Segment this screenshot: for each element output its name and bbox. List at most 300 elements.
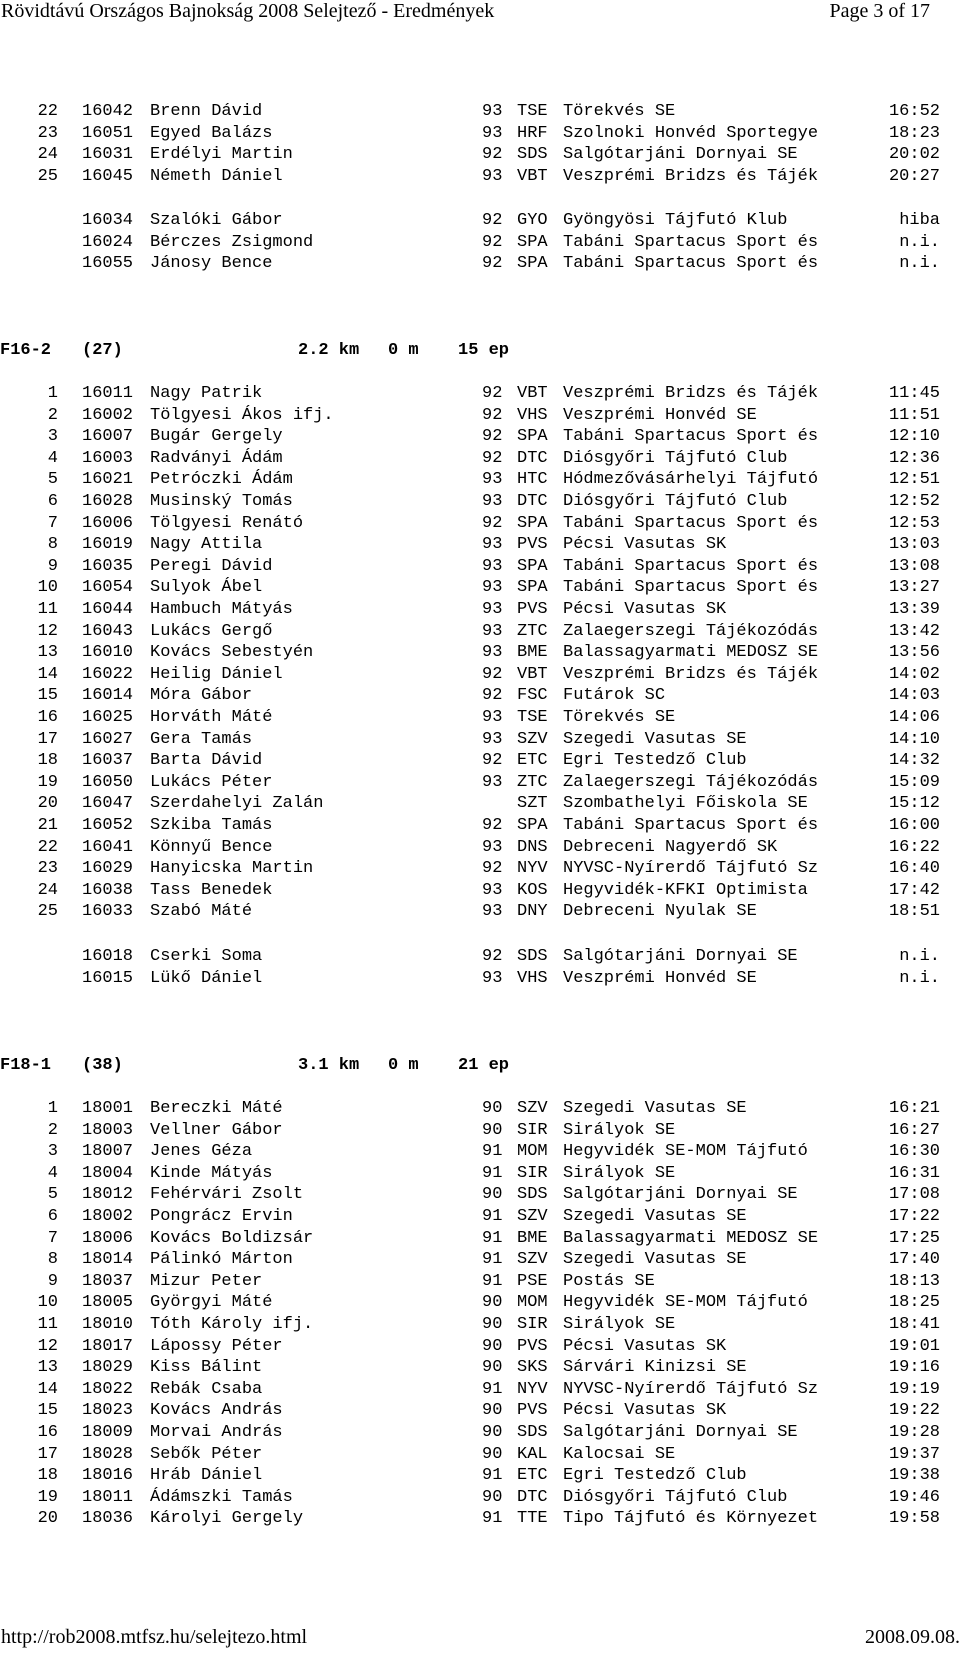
result-time: 13:27: [888, 578, 940, 598]
result-year: 91: [482, 1250, 503, 1270]
result-code: SDS: [517, 1185, 548, 1205]
result-id: 16014: [82, 686, 134, 706]
result-code: DTC: [517, 448, 548, 468]
result-year: 93: [482, 492, 503, 511]
result-row: [0, 1379, 960, 1401]
result-code: SDS: [517, 1423, 548, 1442]
result-id: 16043: [82, 621, 134, 641]
result-id: 18002: [82, 1207, 134, 1226]
result-name: Pálinkó Márton: [150, 1250, 293, 1270]
result-row: [0, 232, 960, 254]
result-row: [0, 556, 960, 578]
result-time: 13:39: [888, 600, 940, 619]
result-row: [0, 1336, 960, 1358]
result-name: Lükő Dániel: [150, 968, 263, 988]
result-year: 90: [482, 1487, 503, 1507]
result-row: [0, 1206, 960, 1228]
result-club: Balassagyarmati MEDOSZ SE: [563, 643, 819, 663]
result-club: Salgótarjáni Dornyai SE: [563, 1423, 798, 1442]
result-year: 92: [482, 384, 503, 403]
result-time: 12:10: [888, 427, 940, 447]
result-id: 16050: [82, 772, 134, 792]
result-id: 16002: [82, 405, 134, 425]
result-row: [0, 815, 960, 837]
result-row: [0, 750, 960, 772]
result-time: 18:25: [888, 1293, 940, 1313]
result-time: 18:51: [888, 902, 940, 922]
result-club: Pécsi Vasutas SK: [563, 1336, 727, 1356]
result-club: Tabáni Spartacus Sport és: [563, 578, 819, 598]
result-year: 90: [482, 1423, 503, 1442]
category-distance: 3.1 km: [298, 1056, 360, 1075]
result-code: PSE: [517, 1271, 548, 1291]
result-code: HRF: [517, 123, 548, 143]
result-name: Vellner Gábor: [150, 1120, 283, 1140]
result-year: 92: [482, 686, 503, 706]
result-code: SIR: [517, 1163, 548, 1183]
result-club: Diósgyőri Tájfutó Club: [563, 448, 788, 468]
result-id: 18012: [82, 1185, 134, 1205]
result-id: 18004: [82, 1163, 134, 1183]
result-row: [0, 144, 960, 166]
result-time: 16:31: [888, 1163, 940, 1183]
result-id: 16041: [82, 837, 134, 857]
result-name: Barta Dávid: [150, 751, 263, 771]
result-name: Bereczki Máté: [150, 1099, 283, 1118]
result-row: [0, 642, 960, 664]
result-year: 93: [482, 880, 503, 900]
result-code: SPA: [517, 578, 548, 598]
result-code: SIR: [517, 1315, 548, 1334]
result-id: 16052: [82, 816, 134, 835]
result-time: 16:21: [888, 1099, 940, 1118]
result-name: Györgyi Máté: [150, 1293, 273, 1313]
result-club: Veszprémi Bridzs és Tájék: [563, 384, 819, 403]
result-rank: 11: [37, 600, 58, 619]
result-club: Kalocsai SE: [563, 1444, 676, 1464]
result-time: 13:56: [888, 643, 940, 663]
result-id: 18028: [82, 1444, 134, 1464]
result-club: Veszprémi Bridzs és Tájék: [563, 166, 819, 186]
result-year: 93: [482, 643, 503, 663]
result-name: Nagy Attila: [150, 535, 263, 555]
result-year: 90: [482, 1120, 503, 1140]
result-year: 92: [482, 448, 503, 468]
result-time: 12:52: [888, 492, 940, 511]
result-row: [0, 210, 960, 232]
result-rank: 10: [37, 578, 58, 598]
result-code: NYV: [517, 1379, 548, 1399]
result-club: Balassagyarmati MEDOSZ SE: [563, 1228, 819, 1248]
result-row: [0, 664, 960, 686]
result-club: Hegyvidék SE-MOM Tájfutó: [563, 1293, 808, 1313]
result-rank: 3: [47, 427, 58, 447]
result-rank: 20: [37, 794, 58, 814]
result-code: PVS: [517, 535, 548, 555]
result-rank: 17: [37, 1444, 58, 1464]
result-row: [0, 1508, 960, 1530]
result-time: 15:09: [888, 772, 940, 792]
result-code: SZT: [517, 794, 548, 814]
result-club: Salgótarjáni Dornyai SE: [563, 145, 798, 165]
result-row: [0, 101, 960, 123]
result-row: [0, 621, 960, 643]
result-code: TSE: [517, 708, 548, 727]
result-name: Tölgyesi Ákos ifj.: [150, 405, 334, 425]
result-id: 16018: [82, 947, 134, 966]
result-club: Tipo Tájfutó és Környezet: [563, 1509, 819, 1529]
result-row: [0, 1141, 960, 1163]
result-year: 93: [482, 166, 503, 186]
result-code: MOM: [517, 1293, 548, 1313]
result-id: 16021: [82, 470, 134, 490]
result-club: Tabáni Spartacus Sport és: [563, 556, 819, 576]
result-code: SIR: [517, 1120, 548, 1140]
result-row: [0, 707, 960, 729]
result-row: [0, 793, 960, 815]
result-row: [0, 1400, 960, 1422]
result-id: 16006: [82, 513, 134, 533]
result-code: SPA: [517, 556, 548, 576]
result-code: VHS: [517, 968, 548, 988]
result-club: Postás SE: [563, 1271, 655, 1291]
result-club: Sirályok SE: [563, 1315, 676, 1334]
category-heading: [0, 340, 960, 362]
result-club: Tabáni Spartacus Sport és: [563, 427, 819, 447]
result-id: 16038: [82, 880, 134, 900]
result-name: Kinde Mátyás: [150, 1163, 273, 1183]
category-count: (27): [82, 341, 123, 360]
result-rank: 5: [47, 470, 58, 490]
result-name: Tass Benedek: [150, 880, 273, 900]
result-year: 92: [482, 427, 503, 447]
category-controls: 15 ep: [458, 341, 510, 360]
result-name: Lápossy Péter: [150, 1336, 283, 1356]
result-row: [0, 1465, 960, 1487]
result-rank: 13: [37, 643, 58, 663]
result-time: 16:30: [888, 1142, 940, 1162]
result-year: 92: [482, 664, 503, 684]
result-time: n.i.: [899, 947, 940, 966]
result-row: [0, 491, 960, 513]
result-club: Hegyvidék SE-MOM Tájfutó: [563, 1142, 808, 1162]
result-name: Szalóki Gábor: [150, 211, 283, 230]
result-rank: 7: [47, 1228, 58, 1248]
result-name: Szerdahelyi Zalán: [150, 794, 324, 814]
result-id: 16051: [82, 123, 134, 143]
result-name: Kovács Sebestyén: [150, 643, 314, 663]
result-time: 20:27: [888, 166, 940, 186]
result-name: Horváth Máté: [150, 708, 273, 727]
result-code: KAL: [517, 1444, 548, 1464]
result-year: 93: [482, 708, 503, 727]
result-name: Mizur Peter: [150, 1271, 263, 1291]
result-rank: 21: [37, 816, 58, 835]
result-year: 93: [482, 535, 503, 555]
result-time: 14:32: [888, 751, 940, 771]
result-year: 91: [482, 1466, 503, 1486]
result-id: 18001: [82, 1099, 134, 1118]
result-code: SDS: [517, 145, 548, 165]
result-club: Hegyvidék-KFKI Optimista: [563, 880, 808, 900]
result-year: 91: [482, 1509, 503, 1529]
result-code: SKS: [517, 1358, 548, 1378]
result-code: PVS: [517, 600, 548, 619]
result-name: Gera Tamás: [150, 729, 253, 749]
page-title: Rövidtávú Országos Bajnokság 2008 Selejtező - Eredmények: [1, 0, 495, 22]
result-name: Heilig Dániel: [150, 664, 283, 684]
result-time: 14:03: [888, 686, 940, 706]
result-row: [0, 383, 960, 405]
result-code: VBT: [517, 166, 548, 186]
result-year: 93: [482, 556, 503, 576]
result-club: Szegedi Vasutas SE: [563, 729, 747, 749]
result-row: [0, 405, 960, 427]
result-year: 93: [482, 772, 503, 792]
result-year: 91: [482, 1207, 503, 1226]
result-code: ZTC: [517, 772, 548, 792]
result-club: Tabáni Spartacus Sport és: [563, 254, 819, 274]
result-name: Könnyű Bence: [150, 837, 273, 857]
result-id: 16003: [82, 448, 134, 468]
result-rank: 3: [47, 1142, 58, 1162]
result-code: PVS: [517, 1336, 548, 1356]
result-code: SPA: [517, 513, 548, 533]
result-club: Sirályok SE: [563, 1120, 676, 1140]
result-rank: 2: [47, 405, 58, 425]
result-time: 17:25: [888, 1228, 940, 1248]
result-row: [0, 1357, 960, 1379]
result-time: 13:08: [888, 556, 940, 576]
result-row: [0, 946, 960, 968]
result-year: 91: [482, 1271, 503, 1291]
result-club: Hódmezővásárhelyi Tájfutó: [563, 470, 819, 490]
result-club: Szolnoki Honvéd Sportegye: [563, 123, 819, 143]
result-club: Diósgyőri Tájfutó Club: [563, 1487, 788, 1507]
result-row: [0, 729, 960, 751]
result-code: FSC: [517, 686, 548, 706]
result-year: 92: [482, 816, 503, 835]
result-code: PVS: [517, 1401, 548, 1421]
result-name: Egyed Balázs: [150, 123, 273, 143]
result-id: 18005: [82, 1293, 134, 1313]
result-code: SZV: [517, 1250, 548, 1270]
result-year: 92: [482, 859, 503, 879]
result-time: 16:52: [888, 102, 940, 121]
result-name: Radványi Ádám: [150, 448, 283, 468]
result-code: GYO: [517, 211, 548, 230]
result-rank: 22: [37, 102, 58, 121]
result-rank: 13: [37, 1358, 58, 1378]
result-name: Hanyicska Martin: [150, 859, 314, 879]
result-time: 16:00: [888, 816, 940, 835]
result-rank: 22: [37, 837, 58, 857]
result-year: 90: [482, 1099, 503, 1118]
result-name: Károlyi Gergely: [150, 1509, 304, 1529]
result-year: 92: [482, 254, 503, 274]
result-name: Bérczes Zsigmond: [150, 232, 314, 252]
result-time: 16:40: [888, 859, 940, 879]
result-time: 13:42: [888, 621, 940, 641]
result-time: 16:22: [888, 837, 940, 857]
result-club: Futárok SC: [563, 686, 666, 706]
result-code: ETC: [517, 751, 548, 771]
result-code: MOM: [517, 1142, 548, 1162]
result-club: Pécsi Vasutas SK: [563, 1401, 727, 1421]
result-name: Bugár Gergely: [150, 427, 283, 447]
result-name: Kovács András: [150, 1401, 283, 1421]
result-time: 19:38: [888, 1466, 940, 1486]
result-rank: 1: [47, 1099, 58, 1118]
result-club: Zalaegerszegi Tájékozódás: [563, 621, 819, 641]
result-rank: 12: [37, 1336, 58, 1356]
result-rank: 15: [37, 1401, 58, 1421]
result-row: [0, 448, 960, 470]
result-year: 92: [482, 211, 503, 230]
result-id: 18009: [82, 1423, 134, 1442]
result-name: Jánosy Bence: [150, 254, 273, 274]
result-row: [0, 166, 960, 188]
result-rank: 14: [37, 664, 58, 684]
result-row: [0, 1120, 960, 1142]
result-row: [0, 968, 960, 990]
result-row: [0, 1444, 960, 1466]
result-rank: 19: [37, 1487, 58, 1507]
result-time: 12:51: [888, 470, 940, 490]
result-rank: 9: [47, 556, 58, 576]
result-rank: 16: [37, 1423, 58, 1442]
result-time: 14:02: [888, 664, 940, 684]
result-code: TTE: [517, 1509, 548, 1529]
result-club: Sárvári Kinizsi SE: [563, 1358, 747, 1378]
result-time: 20:02: [888, 145, 940, 165]
result-club: Szombathelyi Főiskola SE: [563, 794, 808, 814]
result-time: hiba: [899, 211, 940, 230]
result-time: 12:36: [888, 448, 940, 468]
result-row: [0, 577, 960, 599]
result-time: 15:12: [888, 794, 940, 814]
result-club: Pécsi Vasutas SK: [563, 600, 727, 619]
result-id: 16045: [82, 166, 134, 186]
result-year: 90: [482, 1293, 503, 1313]
result-year: 90: [482, 1401, 503, 1421]
result-row: [0, 880, 960, 902]
result-time: 12:53: [888, 513, 940, 533]
result-name: Petróczki Ádám: [150, 470, 293, 490]
result-time: 19:46: [888, 1487, 940, 1507]
result-row: [0, 1249, 960, 1271]
result-rank: 10: [37, 1293, 58, 1313]
result-year: 93: [482, 968, 503, 988]
result-id: 16042: [82, 102, 134, 121]
result-code: SPA: [517, 232, 548, 252]
result-year: 90: [482, 1444, 503, 1464]
result-year: 92: [482, 145, 503, 165]
result-code: SPA: [517, 427, 548, 447]
result-code: BME: [517, 1228, 548, 1248]
result-rank: 6: [47, 492, 58, 511]
result-id: 18016: [82, 1466, 134, 1486]
result-id: 16029: [82, 859, 134, 879]
result-id: 16044: [82, 600, 134, 619]
result-row: [0, 772, 960, 794]
result-club: Szegedi Vasutas SE: [563, 1099, 747, 1118]
result-name: Musinský Tomás: [150, 492, 293, 511]
result-code: SZV: [517, 1207, 548, 1226]
result-club: Törekvés SE: [563, 708, 676, 727]
result-year: 91: [482, 1379, 503, 1399]
result-id: 16028: [82, 492, 134, 511]
result-time: 14:10: [888, 729, 940, 749]
result-year: 91: [482, 1142, 503, 1162]
category-name: F18-1: [0, 1056, 52, 1075]
result-time: 19:01: [888, 1336, 940, 1356]
result-name: Hráb Dániel: [150, 1466, 263, 1486]
result-club: Tabáni Spartacus Sport és: [563, 816, 819, 835]
result-code: VBT: [517, 664, 548, 684]
result-code: SDS: [517, 947, 548, 966]
result-rank: 8: [47, 1250, 58, 1270]
result-code: NYV: [517, 859, 548, 879]
result-id: 18022: [82, 1379, 134, 1399]
result-name: Pongrácz Ervin: [150, 1207, 293, 1226]
result-rank: 1: [47, 384, 58, 403]
result-time: 13:03: [888, 535, 940, 555]
result-name: Ádámszki Tamás: [150, 1487, 293, 1507]
result-name: Brenn Dávid: [150, 102, 263, 121]
result-row: [0, 685, 960, 707]
result-time: 19:28: [888, 1423, 940, 1442]
result-name: Móra Gábor: [150, 686, 253, 706]
category-name: F16-2: [0, 341, 52, 360]
result-name: Peregi Dávid: [150, 556, 273, 576]
result-time: 17:40: [888, 1250, 940, 1270]
category-controls: 21 ep: [458, 1056, 510, 1075]
result-year: 93: [482, 729, 503, 749]
result-club: Szegedi Vasutas SE: [563, 1250, 747, 1270]
category-climb: 0 m: [388, 341, 419, 360]
result-id: 16031: [82, 145, 134, 165]
result-time: 19:16: [888, 1358, 940, 1378]
result-id: 18006: [82, 1228, 134, 1248]
result-code: SZV: [517, 729, 548, 749]
result-id: 18037: [82, 1271, 134, 1291]
result-rank: 17: [37, 729, 58, 749]
result-code: SZV: [517, 1099, 548, 1118]
result-rank: 20: [37, 1509, 58, 1529]
result-time: 14:06: [888, 708, 940, 727]
result-rank: 14: [37, 1379, 58, 1399]
result-year: 93: [482, 837, 503, 857]
result-row: [0, 1487, 960, 1509]
result-name: Nagy Patrik: [150, 384, 263, 403]
result-rank: 9: [47, 1271, 58, 1291]
result-time: 18:13: [888, 1271, 940, 1291]
category-distance: 2.2 km: [298, 341, 360, 360]
result-time: n.i.: [899, 232, 940, 252]
result-code: ETC: [517, 1466, 548, 1486]
result-year: 93: [482, 902, 503, 922]
result-time: 18:23: [888, 123, 940, 143]
result-club: Egri Testedző Club: [563, 1466, 747, 1486]
result-id: 16037: [82, 751, 134, 771]
result-time: n.i.: [899, 968, 940, 988]
result-time: 19:22: [888, 1401, 940, 1421]
result-club: Salgótarjáni Dornyai SE: [563, 1185, 798, 1205]
result-row: [0, 1163, 960, 1185]
result-id: 16034: [82, 211, 134, 230]
result-rank: 7: [47, 513, 58, 533]
